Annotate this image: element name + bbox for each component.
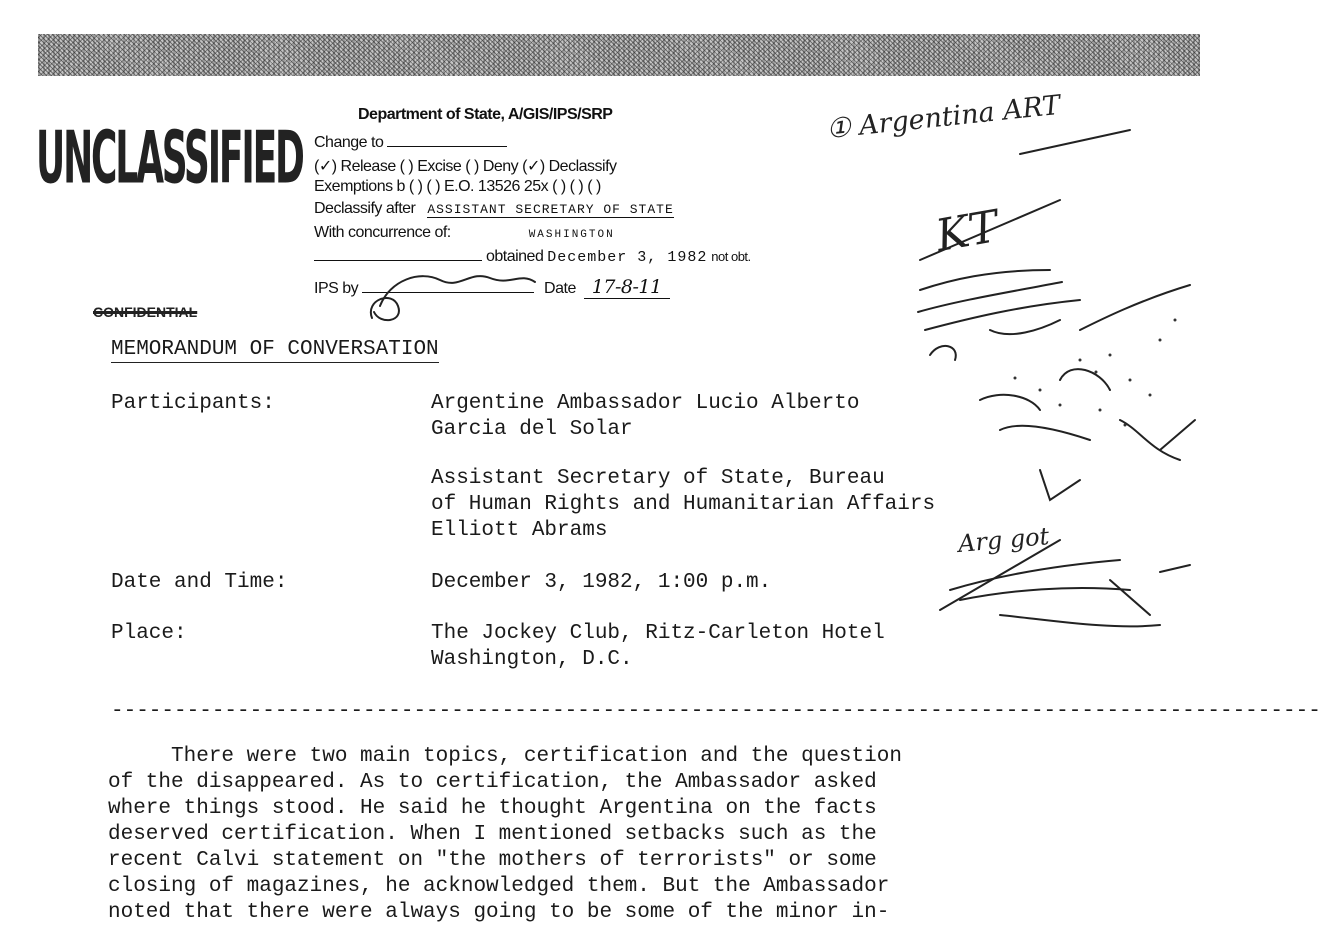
participant1-line2: Garcia del Solar [431,418,633,441]
concurrence-label: With concurrence of: [314,224,451,241]
ips-by-label: IPS by [314,280,359,297]
change-to-label: Change to [314,134,384,151]
body-line: noted that there were always going to be some of the minor in- [108,901,890,924]
stamp-release-line: (✓) Release ( ) Excise ( ) Deny (✓) Declassify [314,158,617,175]
body-line: deserved certification. When I mentioned setbacks such as the [108,823,877,846]
december-typed-overlay: December 3, 1982 [547,249,708,266]
declassify-after-label: Declassify after [314,200,416,217]
declassify-after-value: ASSISTANT SECRETARY OF STATE [427,202,674,217]
place-line2: Washington, D.C. [431,648,633,671]
body-line: closing of magazines, he acknowledged them. But the Ambassador [108,875,890,898]
obtained-label: obtained [485,248,544,265]
body-line: of the disappeared. As to certification, the Ambassador asked [108,771,877,794]
crossed-out-classification: CONFIDENTIAL [93,304,198,320]
participant1-line1: Argentine Ambassador Lucio Alberto [431,392,860,415]
section-divider: ------------------------------------------------------------------------------------------------ [111,700,1321,723]
date-value: 17-8-11 [584,276,670,299]
datetime-label: Date and Time: [111,571,288,594]
concurrence-value: WASHINGTON [528,229,615,241]
stamp-exemptions-line: Exemptions b ( ) ( ) E.O. 13526 25x ( ) ( ) ( ) [314,178,601,195]
unclassified-stamp: UNCLASSIFIED [36,116,303,201]
participant2-line3: Elliott Abrams [431,519,608,542]
not-obtained-label: not obt. [711,249,751,264]
datetime-value: December 3, 1982, 1:00 p.m. [431,571,772,594]
handwritten-top-note: ① Argentina ART [825,89,1062,146]
place-line1: The Jockey Club, Ritz-Carleton Hotel [431,622,885,645]
body-line: There were two main topics, certification and the question [108,745,902,768]
participant2-line1: Assistant Secretary of State, Bureau [431,467,885,490]
body-line: where things stood. He said he thought Argentina on the facts [108,797,877,820]
place-label: Place: [111,622,187,645]
handwritten-initials: KT [932,200,1003,263]
memo-title: MEMORANDUM OF CONVERSATION [111,338,439,361]
participants-label: Participants: [111,392,275,415]
body-line: recent Calvi statement on "the mothers of terrorists" or some [108,849,877,872]
participant2-line2: of Human Rights and Humanitarian Affairs [431,493,936,516]
stamp-header: Department of State, A/GIS/IPS/SRP [358,106,613,123]
date-label: Date [544,280,576,297]
handwritten-right-notes: Arg got [956,522,1051,558]
